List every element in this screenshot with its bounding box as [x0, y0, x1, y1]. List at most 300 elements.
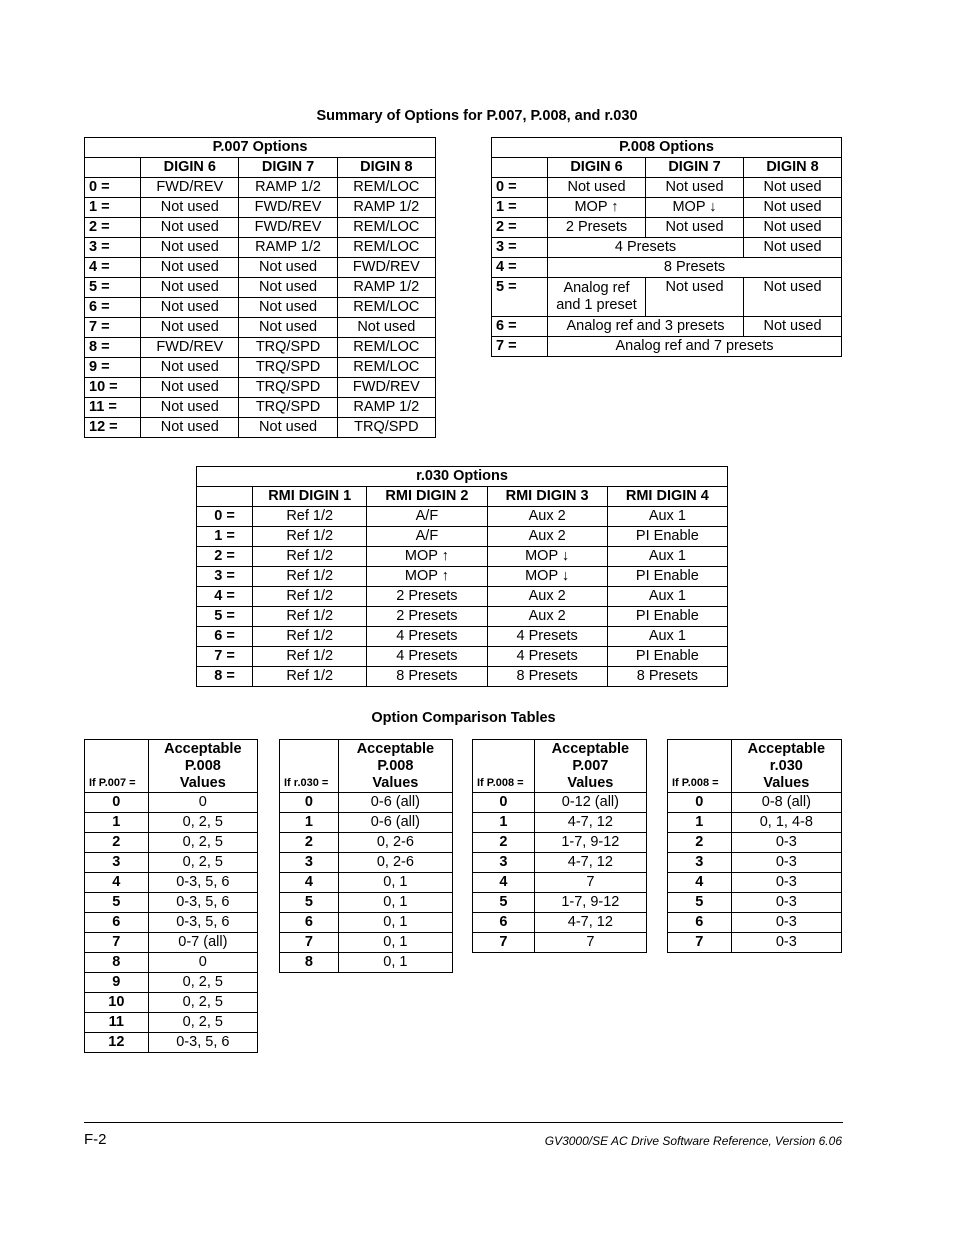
table-row: [197, 607, 728, 627]
p007-corner-cell: [85, 158, 141, 178]
table-cell: Not used: [646, 178, 744, 198]
comparison-title: Option Comparison Tables: [371, 710, 556, 726]
table-row: [85, 813, 258, 833]
row-key: 8: [280, 953, 339, 973]
table-cell: Not used: [141, 298, 239, 318]
table-row: [668, 813, 842, 833]
table-cell: 0-6 (all): [338, 813, 452, 833]
r030-table-body: [197, 507, 728, 687]
p008-corner-cell: [492, 158, 548, 178]
table-cell: 4-7, 12: [534, 813, 646, 833]
table-row: [197, 567, 728, 587]
table-cell: 0, 1, 4-8: [731, 813, 841, 833]
table-cell: 0: [148, 793, 257, 813]
table-cell: Not used: [141, 418, 239, 438]
row-key: 1: [473, 813, 535, 833]
row-key: 2 =: [492, 218, 548, 238]
acceptable-values-header: [338, 740, 452, 793]
table-cell: 4 Presets: [367, 647, 487, 667]
table-cell: 0, 1: [338, 873, 452, 893]
table-cell: 8 Presets: [607, 667, 727, 687]
table-row: [280, 953, 453, 973]
table-cell: 4 Presets: [487, 627, 607, 647]
table-row: [85, 833, 258, 853]
table-cell: Ref 1/2: [253, 507, 367, 527]
header-line: P.008: [377, 758, 414, 774]
table-row: [85, 318, 436, 338]
summary-title: Summary of Options for P.007, P.008, and r.030: [316, 108, 638, 124]
table-row: [85, 218, 436, 238]
table-cell: 0, 2, 5: [148, 973, 257, 993]
table-cell: Not used: [141, 318, 239, 338]
p007-table-body: [85, 178, 436, 438]
table-row: [492, 238, 842, 258]
table-cell: Not used: [141, 238, 239, 258]
table-cell: Not used: [337, 318, 435, 338]
row-key: 3: [668, 853, 732, 873]
table-row: [197, 587, 728, 607]
table-cell: 0-12 (all): [534, 793, 646, 813]
row-key: 5: [668, 893, 732, 913]
row-key: 4: [85, 873, 149, 893]
table-row: [85, 238, 436, 258]
table-row: [668, 793, 842, 813]
row-key: 10 =: [85, 378, 141, 398]
header-line: r.030: [769, 758, 803, 774]
table-cell: 0, 2, 5: [148, 833, 257, 853]
table-cell: 0-3: [731, 893, 841, 913]
table-row: [280, 913, 453, 933]
table-row: [473, 913, 647, 933]
row-key: 7: [85, 933, 149, 953]
table-cell: Ref 1/2: [253, 667, 367, 687]
row-key: 4: [473, 873, 535, 893]
table-cell: FWD/REV: [337, 258, 435, 278]
row-key: 9 =: [85, 358, 141, 378]
table-row: [85, 258, 436, 278]
table-cell: Not used: [744, 317, 842, 337]
row-key: 1 =: [492, 198, 548, 218]
row-key: 7: [473, 933, 535, 953]
cell-line: Analog ref: [563, 280, 630, 296]
row-key: 3: [280, 853, 339, 873]
p008-table-title: P.008 Options: [492, 138, 842, 158]
table-row: [280, 833, 453, 853]
table-cell: RAMP 1/2: [337, 278, 435, 298]
row-key: 7 =: [197, 647, 253, 667]
acceptable-values-header: [731, 740, 841, 793]
table-cell: 8 Presets: [548, 258, 842, 278]
table-row: [668, 893, 842, 913]
row-key: 1: [668, 813, 732, 833]
r030-corner-cell: [197, 487, 253, 507]
table-cell: FWD/REV: [337, 378, 435, 398]
row-key: 8 =: [85, 338, 141, 358]
table-cell: 0-6 (all): [338, 793, 452, 813]
table-row: [197, 667, 728, 687]
table-row: [492, 337, 842, 357]
row-key: 3 =: [85, 238, 141, 258]
row-key: 4: [668, 873, 732, 893]
table-row: [85, 953, 258, 973]
table-row: [85, 358, 436, 378]
table-cell: PI Enable: [607, 647, 727, 667]
p007-table-title: P.007 Options: [85, 138, 436, 158]
table-cell: Not used: [141, 218, 239, 238]
table-row: [668, 873, 842, 893]
p008-header-digin8: DIGIN 8: [744, 158, 842, 178]
table-row: [197, 627, 728, 647]
row-key: 8 =: [197, 667, 253, 687]
table-cell: 4-7, 12: [534, 853, 646, 873]
row-key: 12 =: [85, 418, 141, 438]
p007-header-digin7: DIGIN 7: [239, 158, 337, 178]
table-cell: 0-3, 5, 6: [148, 913, 257, 933]
row-key: 2: [668, 833, 732, 853]
table-row: [280, 793, 453, 813]
p008-table-body: [492, 178, 842, 357]
table-cell: Not used: [239, 418, 337, 438]
row-key: 1 =: [85, 198, 141, 218]
table-cell: 0-3, 5, 6: [148, 893, 257, 913]
header-line: Acceptable: [747, 741, 826, 757]
table-row: [197, 507, 728, 527]
footer-reference: GV3000/SE AC Drive Software Reference, Version 6.06: [544, 1134, 842, 1148]
table-cell: 0, 1: [338, 953, 452, 973]
table-cell: 8 Presets: [487, 667, 607, 687]
row-key: 1: [85, 813, 149, 833]
table-cell: TRQ/SPD: [337, 418, 435, 438]
row-key: 0: [280, 793, 339, 813]
table-cell: Aux 1: [607, 587, 727, 607]
table-cell: MOP ↑: [367, 547, 487, 567]
row-key: 7: [280, 933, 339, 953]
table-cell: Not used: [744, 238, 842, 258]
cell-line: and 1 preset: [556, 297, 637, 313]
table-cell: Not used: [744, 178, 842, 198]
row-key: 2: [473, 833, 535, 853]
comparison-body: [473, 793, 647, 953]
table-cell: 0, 2, 5: [148, 853, 257, 873]
table-cell: Ref 1/2: [253, 647, 367, 667]
row-key: 4 =: [85, 258, 141, 278]
table-row: [85, 993, 258, 1013]
table-row: [668, 833, 842, 853]
row-key: 11 =: [85, 398, 141, 418]
table-cell: 0, 2, 5: [148, 1013, 257, 1033]
table-cell: MOP ↑: [548, 198, 646, 218]
table-cell: RAMP 1/2: [337, 198, 435, 218]
table-cell: 0: [148, 953, 257, 973]
table-cell: Ref 1/2: [253, 527, 367, 547]
table-row: [473, 873, 647, 893]
table-cell: MOP ↓: [487, 567, 607, 587]
comparison-table-p007: [84, 739, 258, 1053]
table-cell: RAMP 1/2: [239, 238, 337, 258]
table-row: [473, 833, 647, 853]
table-cell: 0-3: [731, 913, 841, 933]
table-cell: 1-7, 9-12: [534, 893, 646, 913]
footer-page-number: F-2: [84, 1131, 107, 1148]
row-key: 12: [85, 1033, 149, 1053]
row-key: 4 =: [197, 587, 253, 607]
table-cell: REM/LOC: [337, 298, 435, 318]
table-cell: 4 Presets: [487, 647, 607, 667]
header-line: Acceptable: [164, 741, 242, 757]
table-cell: A/F: [367, 527, 487, 547]
table-row: [280, 873, 453, 893]
table-row: [668, 853, 842, 873]
row-key: 3 =: [492, 238, 548, 258]
row-key: 7 =: [492, 337, 548, 357]
row-key: 2 =: [85, 218, 141, 238]
table-cell: Not used: [141, 398, 239, 418]
table-cell: 4 Presets: [548, 238, 744, 258]
header-line: P.008: [184, 758, 221, 774]
table-cell: 8 Presets: [367, 667, 487, 687]
table-cell: Not used: [744, 278, 842, 317]
table-cell: 2 Presets: [367, 607, 487, 627]
table-row: [492, 317, 842, 337]
r030-header-rmi-digin3: RMI DIGIN 3: [487, 487, 607, 507]
table-cell: Not used: [646, 278, 744, 317]
table-cell: TRQ/SPD: [239, 398, 337, 418]
table-cell: 2 Presets: [367, 587, 487, 607]
table-cell: Not used: [141, 278, 239, 298]
row-key: 9: [85, 973, 149, 993]
table-row: [85, 398, 436, 418]
table-row: [473, 893, 647, 913]
table-cell: Not used: [141, 378, 239, 398]
row-key: 10: [85, 993, 149, 1013]
p007-header-digin8: DIGIN 8: [337, 158, 435, 178]
table-cell: MOP ↓: [487, 547, 607, 567]
header-line: Acceptable: [551, 741, 630, 757]
r030-header-rmi-digin1: RMI DIGIN 1: [253, 487, 367, 507]
table-cell: REM/LOC: [337, 238, 435, 258]
row-key: 5 =: [492, 278, 548, 317]
table-row: [85, 278, 436, 298]
p008-header-digin6: DIGIN 6: [548, 158, 646, 178]
table-cell: PI Enable: [607, 567, 727, 587]
table-cell: FWD/REV: [141, 178, 239, 198]
table-cell: Aux 2: [487, 507, 607, 527]
table-row: [85, 873, 258, 893]
header-line: Acceptable: [356, 741, 435, 757]
table-row: [668, 933, 842, 953]
row-key: 4: [280, 873, 339, 893]
r030-options-table: [196, 466, 728, 687]
row-key: 5: [473, 893, 535, 913]
table-cell: Aux 2: [487, 607, 607, 627]
table-cell: [548, 278, 646, 317]
table-cell: Not used: [646, 218, 744, 238]
acceptable-values-header: [534, 740, 646, 793]
table-cell: REM/LOC: [337, 178, 435, 198]
table-cell: 0-3: [731, 873, 841, 893]
row-key: 6: [280, 913, 339, 933]
table-cell: 1-7, 9-12: [534, 833, 646, 853]
table-row: [85, 853, 258, 873]
table-cell: 7: [534, 873, 646, 893]
table-cell: REM/LOC: [337, 358, 435, 378]
table-row: [280, 813, 453, 833]
table-cell: FWD/REV: [239, 218, 337, 238]
comparison-table-r030: [279, 739, 453, 973]
table-row: [280, 853, 453, 873]
table-row: [492, 278, 842, 317]
table-row: [280, 933, 453, 953]
table-row: [85, 198, 436, 218]
table-row: [280, 893, 453, 913]
table-cell: FWD/REV: [239, 198, 337, 218]
table-row: [85, 933, 258, 953]
table-row: [668, 913, 842, 933]
table-cell: 2 Presets: [548, 218, 646, 238]
if-label: If P.008 =: [473, 740, 535, 793]
header-line: Values: [763, 775, 810, 791]
table-cell: 0, 1: [338, 893, 452, 913]
row-key: 0: [473, 793, 535, 813]
p008-header-digin7: DIGIN 7: [646, 158, 744, 178]
table-row: [85, 913, 258, 933]
row-key: 8: [85, 953, 149, 973]
table-cell: A/F: [367, 507, 487, 527]
table-cell: 0, 1: [338, 913, 452, 933]
table-cell: TRQ/SPD: [239, 338, 337, 358]
comparison-body: [668, 793, 842, 953]
table-cell: Not used: [239, 278, 337, 298]
row-key: 1: [280, 813, 339, 833]
p008-options-table: [491, 137, 842, 357]
table-cell: 0-3: [731, 833, 841, 853]
table-cell: 0-3, 5, 6: [148, 1033, 257, 1053]
table-cell: 0-3, 5, 6: [148, 873, 257, 893]
header-line: Values: [372, 775, 419, 791]
table-row: [197, 647, 728, 667]
table-row: [492, 198, 842, 218]
table-cell: Aux 1: [607, 507, 727, 527]
row-key: 6 =: [197, 627, 253, 647]
p007-header-digin6: DIGIN 6: [141, 158, 239, 178]
table-cell: Not used: [744, 218, 842, 238]
table-cell: Ref 1/2: [253, 587, 367, 607]
table-row: [85, 418, 436, 438]
row-key: 1 =: [197, 527, 253, 547]
r030-table-title: r.030 Options: [197, 467, 728, 487]
table-cell: MOP ↓: [646, 198, 744, 218]
table-row: [473, 853, 647, 873]
table-row: [492, 258, 842, 278]
table-cell: Ref 1/2: [253, 627, 367, 647]
table-cell: MOP ↑: [367, 567, 487, 587]
table-cell: Aux 2: [487, 587, 607, 607]
table-cell: 4 Presets: [367, 627, 487, 647]
table-cell: Not used: [141, 198, 239, 218]
table-row: [85, 338, 436, 358]
table-row: [197, 527, 728, 547]
table-cell: Not used: [239, 258, 337, 278]
row-key: 0: [85, 793, 149, 813]
table-cell: Analog ref and 7 presets: [548, 337, 842, 357]
table-cell: Not used: [141, 358, 239, 378]
row-key: 5: [85, 893, 149, 913]
row-key: 0 =: [85, 178, 141, 198]
header-line: Values: [179, 775, 226, 791]
row-key: 6 =: [492, 317, 548, 337]
table-cell: Aux 1: [607, 627, 727, 647]
row-key: 5 =: [197, 607, 253, 627]
table-cell: Not used: [239, 298, 337, 318]
table-row: [85, 1013, 258, 1033]
row-key: 0: [668, 793, 732, 813]
table-row: [85, 378, 436, 398]
footer-rule: [84, 1122, 843, 1123]
row-key: 7: [668, 933, 732, 953]
table-cell: Aux 1: [607, 547, 727, 567]
table-cell: 0, 2-6: [338, 853, 452, 873]
p007-options-table: [84, 137, 436, 438]
table-cell: RAMP 1/2: [337, 398, 435, 418]
table-cell: 0-7 (all): [148, 933, 257, 953]
table-row: [85, 1033, 258, 1053]
row-key: 7 =: [85, 318, 141, 338]
table-cell: PI Enable: [607, 607, 727, 627]
row-key: 0 =: [492, 178, 548, 198]
row-key: 3: [85, 853, 149, 873]
row-key: 11: [85, 1013, 149, 1033]
table-cell: TRQ/SPD: [239, 378, 337, 398]
table-row: [85, 893, 258, 913]
row-key: 2: [85, 833, 149, 853]
row-key: 2 =: [197, 547, 253, 567]
table-cell: Not used: [744, 198, 842, 218]
if-label: If r.030 =: [280, 740, 339, 793]
row-key: 5: [280, 893, 339, 913]
table-row: [85, 298, 436, 318]
table-cell: FWD/REV: [141, 338, 239, 358]
r030-header-rmi-digin4: RMI DIGIN 4: [607, 487, 727, 507]
table-cell: RAMP 1/2: [239, 178, 337, 198]
table-cell: REM/LOC: [337, 338, 435, 358]
row-key: 6 =: [85, 298, 141, 318]
row-key: 3: [473, 853, 535, 873]
row-key: 4 =: [492, 258, 548, 278]
if-label: If P.007 =: [85, 740, 149, 793]
acceptable-values-header: [148, 740, 257, 793]
table-cell: Ref 1/2: [253, 547, 367, 567]
table-cell: 0, 2, 5: [148, 993, 257, 1013]
table-row: [85, 793, 258, 813]
header-line: P.007: [572, 758, 609, 774]
table-cell: 7: [534, 933, 646, 953]
table-cell: Ref 1/2: [253, 607, 367, 627]
table-row: [473, 813, 647, 833]
comparison-body: [280, 793, 453, 973]
if-label: If P.008 =: [668, 740, 732, 793]
header-line: Values: [567, 775, 614, 791]
r030-header-rmi-digin2: RMI DIGIN 2: [367, 487, 487, 507]
table-cell: TRQ/SPD: [239, 358, 337, 378]
row-key: 6: [85, 913, 149, 933]
row-key: 2: [280, 833, 339, 853]
table-cell: Not used: [239, 318, 337, 338]
table-cell: 0-3: [731, 933, 841, 953]
table-row: [473, 793, 647, 813]
table-row: [473, 933, 647, 953]
table-cell: 0, 1: [338, 933, 452, 953]
row-key: 6: [668, 913, 732, 933]
